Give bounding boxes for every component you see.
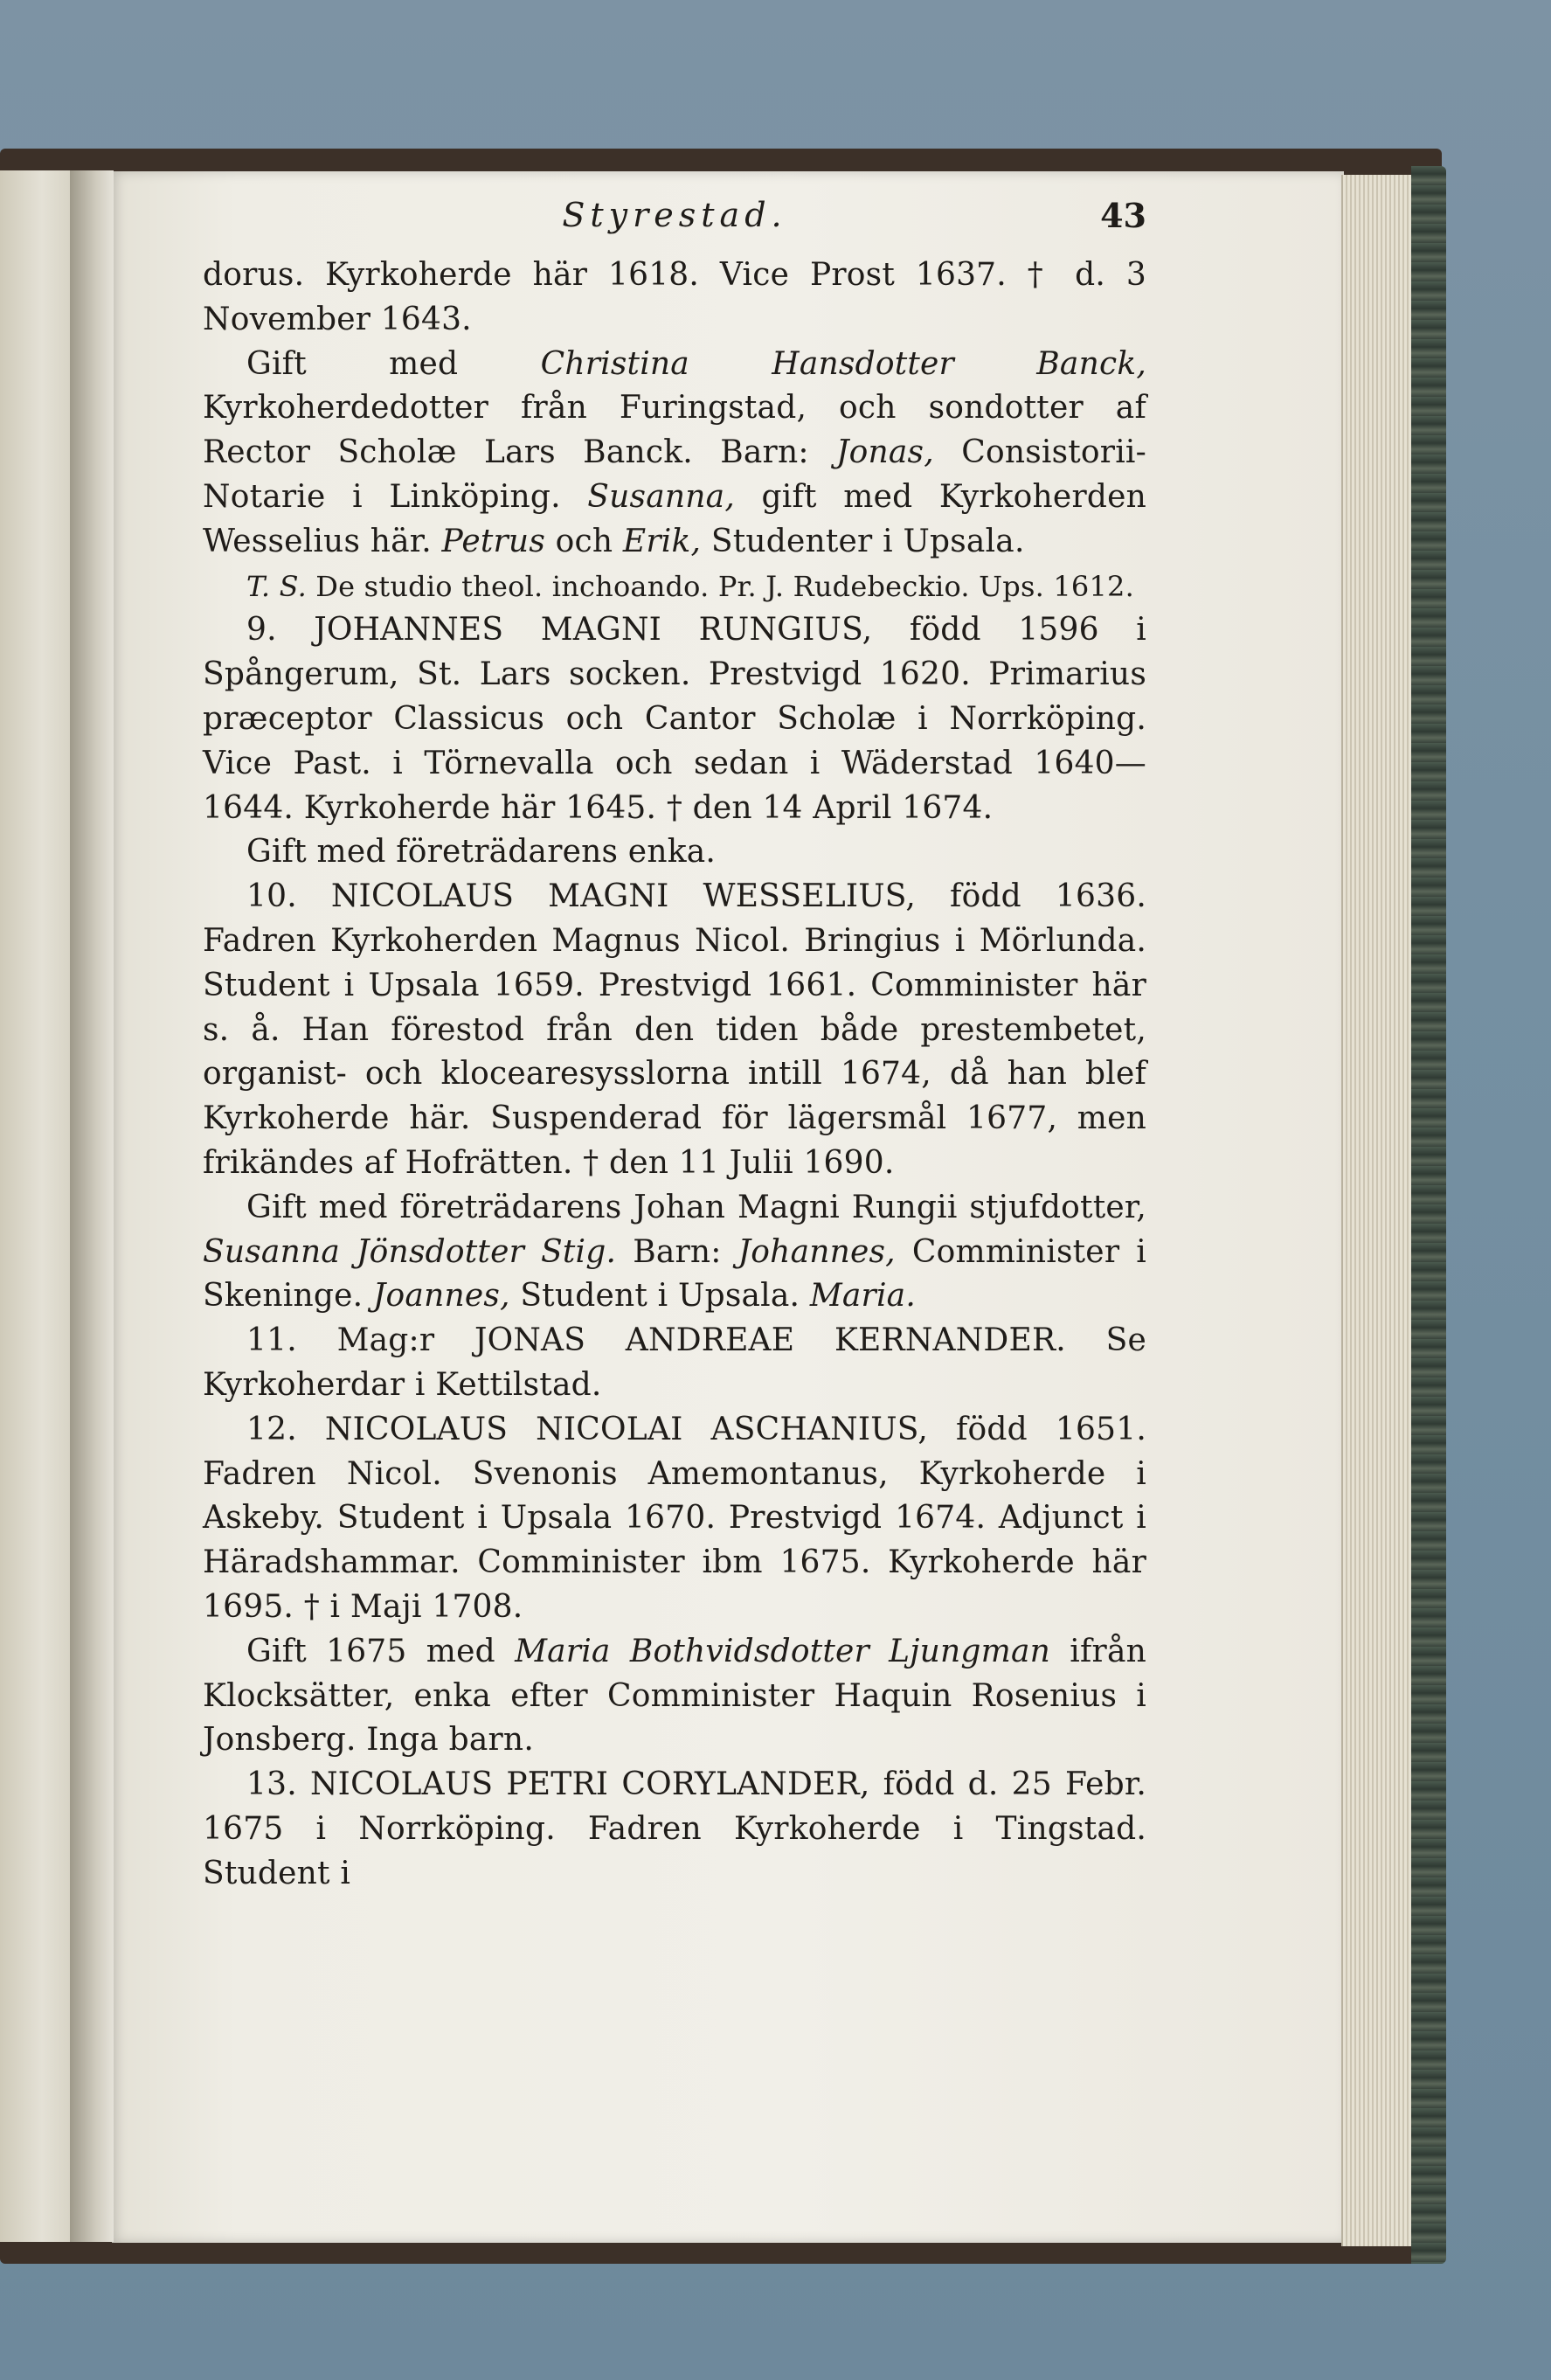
text-run: 13. NICOLAUS PETRI CORYLANDER, född d. 25 Febr. 1675 i Norrköping. Fadren Kyrkoherde i Tingstad. Student i bbox=[203, 1766, 1146, 1891]
page-stack-edge bbox=[1341, 175, 1417, 2246]
text-run: Gift 1675 med bbox=[246, 1633, 516, 1669]
text-run: Kyrkoherdedotter från Furingstad, och sondotter af Rector Scholæ Lars Banck. Barn: bbox=[203, 390, 1146, 471]
page-body bbox=[203, 253, 1146, 1896]
italic-run: Erik, bbox=[622, 523, 702, 559]
italic-run: T. S. bbox=[246, 569, 307, 603]
text-run: dorus. Kyrkoherde här 1618. Vice Prost 1637. † d. 3 November 1643. bbox=[203, 257, 1146, 337]
text-run: och bbox=[545, 523, 623, 559]
italic-run: Petrus bbox=[441, 523, 545, 559]
paragraph-p3 bbox=[203, 565, 1146, 609]
paragraph-p6 bbox=[203, 875, 1146, 1186]
paragraph-p2 bbox=[203, 343, 1146, 565]
paragraph-p8 bbox=[203, 1319, 1146, 1408]
book-gutter bbox=[70, 170, 114, 2242]
paragraph-p9 bbox=[203, 1408, 1146, 1630]
italic-run: Johannes, bbox=[737, 1233, 896, 1270]
text-run: Studenter i Upsala. bbox=[701, 523, 1025, 559]
italic-run: Maria Bothvidsdotter Ljungman bbox=[515, 1633, 1051, 1669]
page-number: 43 bbox=[1100, 196, 1146, 235]
spine-edge bbox=[1411, 166, 1446, 2264]
italic-run: Susanna, bbox=[587, 478, 735, 515]
text-run: De studio theol. inchoando. Pr. J. Rudebeckio. Ups. 1612. bbox=[306, 569, 1134, 603]
italic-run: Christina Hansdotter Banck, bbox=[540, 345, 1146, 382]
paragraph-p10 bbox=[203, 1630, 1146, 1763]
text-run: 11. Mag:r JONAS ANDREAE KERNANDER. Se Kyrkoherdar i Kettilstad. bbox=[203, 1322, 1146, 1403]
left-page-edge bbox=[0, 170, 72, 2242]
text-run: Gift med företrädarens enka. bbox=[246, 834, 717, 871]
text-run: Consistorii-Notarie i Linköping. bbox=[203, 434, 1147, 515]
text-run: Barn: bbox=[616, 1233, 738, 1270]
italic-run: Maria. bbox=[809, 1278, 916, 1315]
paragraph-p11 bbox=[203, 1763, 1146, 1896]
paragraph-p4 bbox=[203, 608, 1146, 830]
italic-run: Joannes, bbox=[372, 1278, 510, 1315]
text-run: ifrån Klocksätter, enka efter Comminister Haquin Rosenius i Jonsberg. Inga barn. bbox=[203, 1633, 1146, 1759]
text-run: gift med Kyrkoherden Wesselius här. bbox=[203, 478, 1146, 559]
text-run: Gift med företrädarens Johan Magni Rungii stjufdotter, bbox=[246, 1189, 1146, 1225]
paragraph-p7 bbox=[203, 1186, 1146, 1319]
text-run: Comminister i Skeninge. bbox=[203, 1233, 1146, 1315]
paragraph-p1 bbox=[203, 253, 1146, 343]
running-head bbox=[203, 196, 1146, 245]
text-run: 12. NICOLAUS NICOLAI ASCHANIUS, född 1651. Fadren Nicol. Svenonis Amemontanus, Kyrkoherde i Askeby. Student i Upsala 1670. Prestvigd 1674. Adjunct i Häradshammar. Comminister ibm 1675. Kyrkoherde här 1695. † i Maji 1708. bbox=[203, 1411, 1146, 1625]
running-title: Styrestad. bbox=[562, 196, 787, 234]
italic-run: Jonas, bbox=[836, 434, 934, 471]
text-run: 9. JOHANNES MAGNI RUNGIUS, född 1596 i Spångerum, St. Lars socken. Prestvigd 1620. Primarius præceptor Classicus och Cantor Scholæ i Norrköping. Vice Past. i Törnevalla och sedan i Wäderstad 1640—1644. Kyrkoherde här 1645. † den 14 April 1674. bbox=[203, 612, 1146, 826]
italic-run: Susanna Jönsdotter Stig. bbox=[203, 1233, 617, 1270]
text-run: Student i Upsala. bbox=[509, 1278, 810, 1315]
text-run: 10. NICOLAUS MAGNI WESSELIUS, född 1636. Fadren Kyrkoherden Magnus Nicol. Bringius i Mörlunda. Student i Upsala 1659. Prestvigd 1661. Comminister här s. å. Han förestod från den tiden både prestembetet, organist- och klocearesysslorna intill 1674, då han blef Kyrkoherde här. Suspenderad för lägersmål 1677, men frikändes af Hofrätten. † den 11 Julii 1690. bbox=[203, 878, 1146, 1181]
text-run: Gift med bbox=[246, 345, 541, 382]
paragraph-p5 bbox=[203, 830, 1146, 875]
